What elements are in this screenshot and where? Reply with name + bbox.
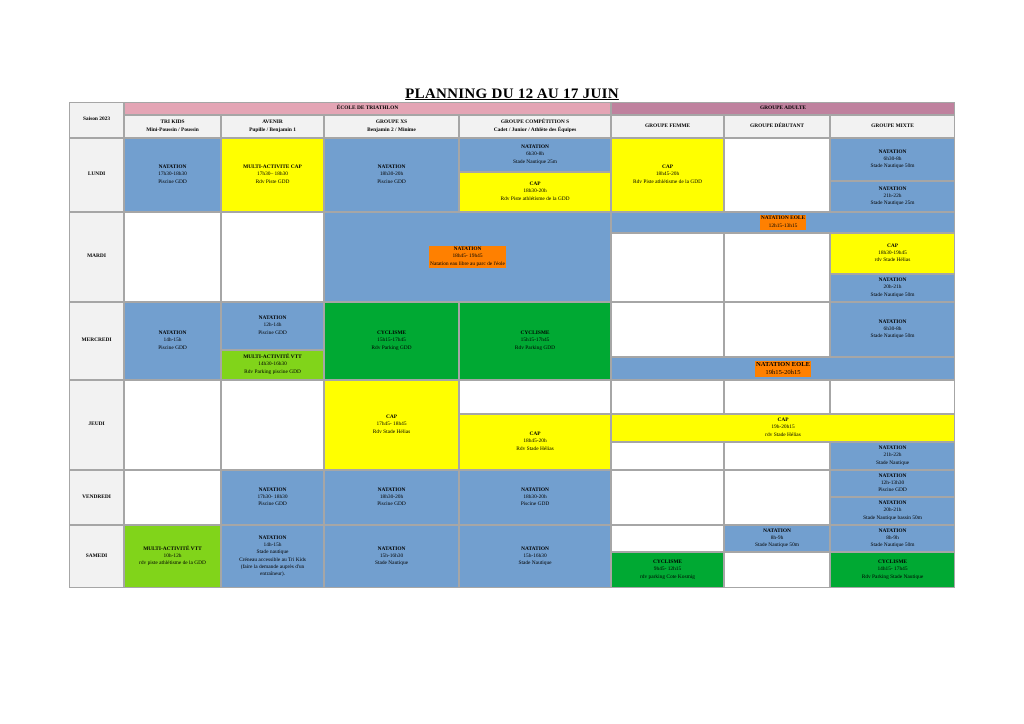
session-detail: 14h15- 17h45 <box>877 566 908 573</box>
day-label: LUNDI <box>87 171 106 178</box>
session-title: NATATION <box>521 144 549 151</box>
session-lun-comp1 <box>459 138 611 172</box>
session-detail: Piscine GDD <box>878 487 907 494</box>
session-title: NATATION <box>878 500 907 507</box>
session-title: CYCLISME <box>376 330 407 337</box>
session-detail: Piscine GDD <box>520 501 550 508</box>
session-detail: Stade Nautique <box>374 560 409 567</box>
day-jeudi <box>69 380 124 470</box>
session-title: GROUPE COMPÉTITION S <box>500 119 570 126</box>
session-detail: 12h-14h <box>263 322 282 329</box>
session-title: CAP <box>777 417 789 424</box>
session-detail: 21h-22h <box>883 452 902 459</box>
group-header <box>124 115 221 138</box>
session-detail: 17h45- 18h45 <box>376 421 407 428</box>
empty-slot <box>124 470 221 525</box>
empty-slot <box>724 552 830 588</box>
session-title: NATATION EOLE <box>755 360 811 368</box>
session-lun-avenir <box>221 138 324 212</box>
session-detail: 17h30– 18h30 <box>257 171 288 178</box>
session-title: NATATION EOLE <box>760 215 806 222</box>
session-detail: rdv parking Cote Kosmig <box>640 573 695 580</box>
session-detail: 8h-9h <box>886 534 899 541</box>
session-detail: 8h-9h <box>770 534 784 541</box>
session-mer-avenir1 <box>221 302 324 350</box>
session-detail: 12h-13h30 <box>880 479 905 486</box>
day-lundi <box>69 138 124 212</box>
day-label: VENDREDI <box>82 493 111 500</box>
session-title: ÉCOLE DE TRIATHLON <box>336 104 399 111</box>
session-lun-mixte2 <box>830 181 955 212</box>
session-detail: entraîneur). <box>260 570 285 577</box>
session-title: NATATION <box>878 277 907 284</box>
session-title: NATATION <box>878 148 907 155</box>
session-detail: 14h-15h <box>163 337 182 344</box>
session-title: AVENIR <box>262 119 283 126</box>
session-detail: 18h30-20h <box>523 493 547 500</box>
session-detail: Piscine GDD <box>158 344 187 351</box>
session-sam-avenir <box>221 525 324 588</box>
session-title: GROUPE MIXTE <box>871 122 914 129</box>
session-title: Cadet / Junior / Athlète des Équipes <box>493 126 577 133</box>
session-sam-kids <box>124 525 221 588</box>
session-detail: 18h30-20h <box>523 188 547 195</box>
session-detail: Rdv Parking piscine GDD <box>244 368 301 375</box>
session-detail: 18h30-20h <box>379 171 404 178</box>
session-title: CAP <box>661 164 674 171</box>
session-title: NATATION <box>258 534 287 541</box>
empty-slot <box>724 233 830 302</box>
session-detail: Stade Nautique bassin 50m <box>863 514 922 521</box>
session-detail: Rdv Parking GDD <box>514 344 556 351</box>
session-detail: rdv Stade Hélias <box>765 431 801 438</box>
session-sam-deb <box>724 525 830 552</box>
session-detail: (faire la demande auprès d'un <box>240 563 305 570</box>
empty-slot <box>221 212 324 302</box>
group-header <box>611 115 724 138</box>
session-lun-comp2 <box>459 172 611 212</box>
session-detail: 15h-16h30 <box>379 552 404 559</box>
empty-slot <box>124 212 221 302</box>
day-label: MARDI <box>87 253 106 260</box>
session-detail: 17h30-18h30 <box>158 171 187 178</box>
group-header <box>324 115 459 138</box>
empty-slot <box>724 380 830 414</box>
empty-slot <box>611 380 724 414</box>
session-title: NATATION <box>453 246 482 253</box>
session-lun-kids <box>124 138 221 212</box>
session-title: NATATION <box>377 164 406 171</box>
session-detail: Stade Nautique 50m <box>870 333 915 340</box>
session-detail: 20h-21h <box>883 284 902 291</box>
session-title: MULTI-ACTIVITE CAP <box>243 164 302 171</box>
eole-highlight <box>755 361 811 377</box>
session-ven-mixte2 <box>830 497 955 525</box>
session-jeu-adulte <box>611 414 955 442</box>
session-ven-avenir <box>221 470 324 525</box>
session-ven-mixte1 <box>830 470 955 497</box>
session-detail: 18h45- 19h45 <box>452 253 483 260</box>
session-ven-xs <box>324 470 459 525</box>
session-lun-mixte1 <box>830 138 955 181</box>
session-title: Mini-Poussin / Poussin <box>146 126 199 133</box>
empty-slot <box>221 380 324 470</box>
session-sam-mixte1 <box>830 525 955 552</box>
session-detail: 18h30-20h <box>379 493 404 500</box>
session-title: NATATION <box>377 545 406 552</box>
session-detail: rdv Stade Hélias <box>874 257 911 264</box>
session-detail: Stade Nautique 25m <box>870 200 915 207</box>
session-title: TRI KIDS <box>160 119 185 126</box>
session-title: NATATION <box>158 164 187 171</box>
session-title: CAP <box>529 431 541 438</box>
session-mer-avenir2 <box>221 350 324 380</box>
session-mar-group <box>324 212 611 302</box>
empty-slot <box>611 442 724 470</box>
empty-slot <box>611 470 724 525</box>
session-detail: Stade Nautique <box>518 560 552 567</box>
session-detail: Rdv Parking GDD <box>371 344 412 351</box>
session-detail: Rdv Piste GDD <box>255 178 290 185</box>
session-mer-xs <box>324 302 459 380</box>
session-title: NATATION <box>258 315 287 322</box>
session-sam-xs <box>324 525 459 588</box>
session-detail: Rdv Stade Hélias <box>516 445 554 452</box>
session-detail: Stade Nautique <box>875 459 910 466</box>
session-detail: Créneau accessible au Tri Kids <box>239 556 306 563</box>
session-title: CYCLISME <box>877 559 908 566</box>
day-vendredi <box>69 470 124 525</box>
empty-slot <box>124 380 221 470</box>
session-detail: 15h-16h30 <box>523 552 547 559</box>
empty-slot <box>459 380 611 414</box>
session-detail: Natation eau libre au parc de l'éole <box>430 260 505 267</box>
session-detail: Rdv Piste athlétisme de la GDD <box>500 195 570 202</box>
session-title: NATATION <box>377 486 406 493</box>
session-lun-femme <box>611 138 724 212</box>
session-detail: Piscine GDD <box>258 501 287 508</box>
session-detail: 12h15-13h15 <box>768 222 798 229</box>
session-detail: Stade Nautique 50m <box>870 163 915 170</box>
session-detail: Rdv Stade Hélias <box>372 428 411 435</box>
session-detail: Stade Nautique 25m <box>512 158 557 165</box>
session-title: NATATION <box>158 330 187 337</box>
session-detail: 6h30-8h <box>883 325 902 332</box>
session-detail: 18h45-20h <box>655 171 680 178</box>
ecole-header <box>124 102 611 115</box>
session-detail: 6h30-8h <box>526 151 544 158</box>
session-detail: 19h15-20h15 <box>765 368 801 376</box>
session-mer-comp <box>459 302 611 380</box>
session-jeu-comp <box>459 414 611 470</box>
session-title: CAP <box>529 181 541 188</box>
session-detail: Stade Nautique 50m <box>870 542 915 549</box>
session-title: NATATION <box>878 445 907 452</box>
empty-slot <box>724 138 830 212</box>
session-detail: Stade Nautique 50m <box>754 542 799 549</box>
session-title: NATATION <box>521 486 549 493</box>
eole-highlight <box>429 246 506 268</box>
day-label: SAMEDI <box>85 552 108 559</box>
empty-slot <box>830 380 955 414</box>
session-mar-mixte1 <box>830 233 955 274</box>
session-mar-mixte2 <box>830 274 955 302</box>
day-mardi <box>69 212 124 302</box>
session-detail: Piscine GDD <box>258 329 287 336</box>
session-sam-mixte2 <box>830 552 955 588</box>
empty-slot <box>724 302 830 357</box>
session-detail: Piscine GDD <box>377 178 406 185</box>
session-title: MULTI-ACTIVITÉ VTT <box>143 545 202 552</box>
session-title: CAP <box>385 414 398 421</box>
session-title: CAP <box>886 242 899 249</box>
group-header <box>724 115 830 138</box>
session-detail: 18h30-19h45 <box>878 249 907 256</box>
session-detail: Piscine GDD <box>158 178 187 185</box>
session-detail: 15h15-17h45 <box>377 337 406 344</box>
day-label: JEUDI <box>88 421 105 428</box>
session-detail: 20h-21h <box>883 507 902 514</box>
session-title: NATATION <box>521 545 549 552</box>
session-title: Saison 2023 <box>82 116 111 123</box>
session-mar-eole <box>611 212 955 233</box>
group-header <box>221 115 324 138</box>
session-detail: rdv piste athlétisme de la GDD <box>139 560 206 567</box>
session-title: NATATION <box>878 472 907 479</box>
session-lun-xs <box>324 138 459 212</box>
session-title: NATATION <box>258 486 287 493</box>
session-detail: Rdv Piste athlétisme de la GDD <box>632 178 703 185</box>
session-mer-mixte <box>830 302 955 357</box>
session-jeu-mixte <box>830 442 955 470</box>
session-title: CYCLISME <box>520 330 550 337</box>
empty-slot <box>611 233 724 302</box>
eole-highlight <box>760 215 806 229</box>
session-title: GROUPE XS <box>375 119 408 126</box>
empty-slot <box>724 470 830 525</box>
session-title: Benjamin 2 / Minime <box>367 126 416 133</box>
session-jeu-xs <box>324 380 459 470</box>
session-sam-femme <box>611 552 724 588</box>
session-title: NATATION <box>878 318 907 325</box>
empty-slot <box>611 302 724 357</box>
season-label <box>69 102 124 138</box>
session-detail: 10h-12h <box>163 552 182 559</box>
session-title: CYCLISME <box>652 559 683 566</box>
session-detail: 9h45- 12h15 <box>653 566 682 573</box>
session-detail: Stade nautique <box>256 549 289 556</box>
session-detail: 19h-20h15 <box>771 424 795 431</box>
session-title: GROUPE DÉBUTANT <box>750 122 804 129</box>
empty-slot <box>724 442 830 470</box>
session-mer-kids <box>124 302 221 380</box>
session-detail: 17h30- 18h30 <box>257 493 288 500</box>
session-detail: 15h15-17h45 <box>520 337 550 344</box>
day-mercredi <box>69 302 124 380</box>
adulte-header <box>611 102 955 115</box>
day-samedi <box>69 525 124 588</box>
session-detail: 21h-22h <box>883 192 902 199</box>
session-title: Pupille / Benjamin 1 <box>249 126 296 133</box>
session-detail: Piscine GDD <box>377 501 406 508</box>
session-detail: 18h45-20h <box>523 438 547 445</box>
session-detail: Rdv Parking Stade Nautique <box>861 573 924 580</box>
session-title: NATATION <box>763 527 791 534</box>
session-detail: 6h30-8h <box>883 155 902 162</box>
session-title: NATATION <box>878 527 907 534</box>
group-header <box>830 115 955 138</box>
session-detail: Stade Nautique 50m <box>870 291 915 298</box>
session-detail: 14h30-16h30 <box>258 361 287 368</box>
page-title: PLANNING DU 12 AU 17 JUIN <box>405 86 619 102</box>
day-label: MERCREDI <box>81 337 112 344</box>
group-header <box>459 115 611 138</box>
session-detail: 14h-15h <box>263 542 282 549</box>
session-title: NATATION <box>878 185 907 192</box>
session-title: GROUPE ADULTE <box>759 104 807 111</box>
session-ven-comp <box>459 470 611 525</box>
empty-slot <box>611 525 724 552</box>
session-mer-eole <box>611 357 955 380</box>
session-title: GROUPE FEMME <box>644 122 691 129</box>
session-title: MULTI-ACTIVITÉ VTT <box>243 354 302 361</box>
session-sam-comp <box>459 525 611 588</box>
